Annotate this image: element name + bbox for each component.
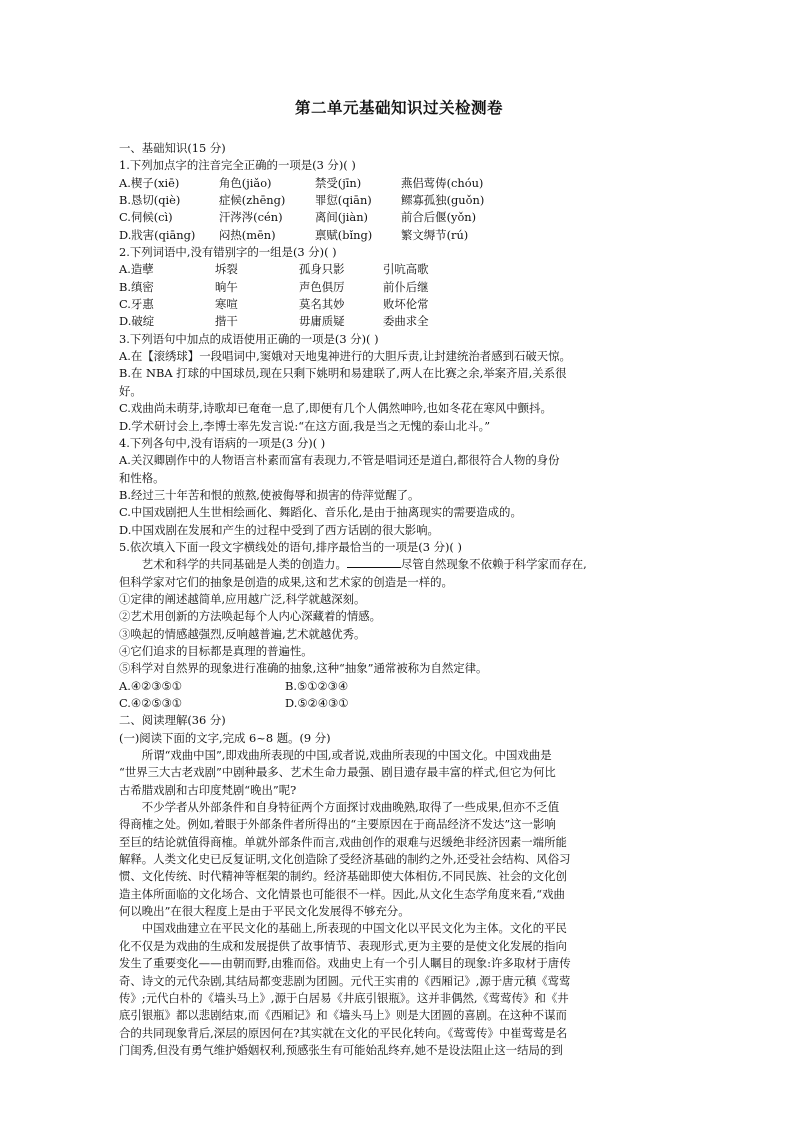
question-3-option-c: C.戏曲尚未萌芽,诗歌却已奄奄一息了,即便有几个人偶然呻吟,也如冬花在寒风中颤抖。 (119, 401, 552, 416)
question-1-option-d: D.戕害(qiāng) 闷热(mēn) 禀赋(bǐng) 繁文缛节(rú) (119, 227, 469, 242)
question-3-option-d: D.学术研讨会上,李博士率先发言说:“在这方面,我是当之无愧的泰山北斗。” (119, 418, 491, 433)
answer-blank (347, 556, 401, 568)
question-1-option-b: B.恳切(qiè) 症候(zhēng) 罪愆(qiān) 鳏寡孤独(guǒn) (119, 193, 485, 208)
question-2-stem: 2.下列词语中,没有错别字的一组是(3 分)( ) (119, 245, 337, 260)
question-4-stem: 4.下列各句中,没有语病的一项是(3 分)( ) (119, 435, 326, 450)
reading-paragraph-1: 所谓“戏曲中国”,即戏曲所表现的中国,或者说,戏曲所表现的中国文化。中国戏曲是 “世界三大古老戏剧”中剧种最多、艺术生命力最强、剧目遗存最丰富的样式,但它为何比 古希腊戏剧和古印度梵剧“晚出”呢? (119, 748, 556, 797)
question-2-option-d: D.破绽 揩干 毋庸质疑 委曲求全 (119, 314, 429, 329)
question-5-options-ab (119, 678, 679, 695)
section-heading-basics: 一、基础知识(15 分) (119, 141, 226, 155)
question-2-option-c: C.牙惠 寒喧 莫名其妙 败坏伦常 (119, 297, 429, 312)
question-5-option-d: D.⑤②④③① (285, 696, 349, 710)
question-1-stem: 1.下列加点字的注音完全正确的一项是(3 分)( ) (119, 158, 356, 173)
question-5-option-c: C.④②⑤③① (119, 696, 182, 710)
question-5-item-1: ①定律的阐述越简单,应用越广泛,科学就越深刻。 (119, 591, 366, 606)
document-page (119, 96, 679, 1059)
section-heading-reading: 二、阅读理解(36 分) (119, 713, 226, 728)
question-5-option-a: A.④②③⑤① (119, 678, 182, 693)
reading-paragraph-3: 中国戏曲建立在平民文化的基础上,所表现的中国文化以平民文化为主体。文化的平民 化不仅是为戏曲的生成和发展提供了故事情节、表现形式,更为主要的是使文化发展的指向 发生了重要变化——由朝而野,由雅而俗。戏曲史上有一个引人瞩目的现象:许多取材于唐传 奇、诗文的元代杂剧,其结局都变悲剧为团圆。元代王实甫的《西厢记》,源于唐元稹《莺莺 传》;元代白朴的《墙头马上》,源于白居易《井底引银瓶》。这并非偶然,《莺莺传》和《井 底引银瓶》都以悲剧结束,而《西厢记》和《墙头马上》则是大团圆的喜剧。在这种不谋而 合的共同现象背后,深层的原因何在?其实就在文化的平民化转向。《莺莺传》中崔莺莺是名 门闺秀,但没有勇气维护婚姻权利,预感张生有可能始乱终弃,她不是设法阻止这一结局的到 (119, 921, 571, 1057)
question-2-option-b: B.缜密 晌午 声色俱厉 前仆后继 (119, 279, 429, 294)
question-3-option-b: B.在 NBA 打球的中国球员,现在只剩下姚明和易建联了,两人在比赛之余,举案齐眉,关系很 (119, 366, 567, 381)
question-2-option-a: A.造孽 坼裂 孤身只影 引吭高歌 (119, 262, 429, 277)
question-1-option-c: C.伺候(cì) 汗涔涔(cén) 离间(jiàn) 前合后偃(yǒn) (119, 210, 477, 225)
question-5-option-b: B.⑤①②③④ (285, 678, 349, 693)
question-4-option-c: C.中国戏剧把人生世相绘画化、舞蹈化、音乐化,是由于抽离现实的需要造成的。 (119, 505, 522, 520)
question-3-stem: 3.下列语句中加点的成语使用正确的一项是(3 分)( ) (119, 331, 379, 346)
question-3-option-a: A.在【滚绣球】一段唱词中,窦娥对天地鬼神进行的大胆斥责,让封建统治者感到石破天惊。 (119, 349, 571, 364)
question-5-stem: 5.依次填入下面一段文字横线处的语句,排序最恰当的一项是(3 分)( ) (119, 539, 462, 554)
page-title: 第二单元基础知识过关检测卷 (294, 98, 503, 117)
question-4-option-d: D.中国戏剧在发展和产生的过程中受到了西方话剧的很大影响。 (119, 522, 439, 537)
question-5-item-3: ③唤起的情感越强烈,反响越普遍,艺术就越优秀。 (119, 626, 366, 641)
question-5-item-5: ⑤科学对自然界的现象进行准确的抽象,这种“抽象”通常被称为自然定律。 (119, 661, 488, 676)
question-5-passage-line-1: 艺术和科学的共同基础是人类的创造力。 尽管自然现象不依赖于科学家而存在, (141, 557, 587, 572)
question-5-item-4: ④它们追求的目标都是真理的普遍性。 (119, 643, 313, 658)
question-4-option-a-cont: 和性格。 (119, 470, 165, 485)
question-3-option-b-cont: 好。 (119, 383, 142, 398)
question-5-item-2: ②艺术用创新的方法唤起每个人内心深藏着的情感。 (119, 609, 381, 624)
reading-paragraph-2: 不少学者从外部条件和自身特征两个方面探讨戏曲晚熟,取得了一些成果,但亦不乏值 得商榷之处。例如,着眼于外部条件者所得出的“主要原因在于商品经济不发达”这一影响 至巨的结论就值得商榷。单就外部条件而言,戏曲创作的艰难与迟缓绝非经济因素一端所能 解释。人类文化史已反复证明,文化创造除了受经济基础的制约之外,还受社会结构、风俗习 惯、文化传统、时代精神等框架的制约。经济基础即使大体相仿,不同民族、社会的文化创 造主体所面临的文化场合、文化情景也可能很不一样。因此,从文化生态学角度来看,“戏曲 何以晚出”在很大程度上是由于平民文化发展得不够充分。 (119, 800, 571, 919)
question-5-passage-line-2: 但科学家对它们的抽象是创造的成果,这和艺术家的创造是一样的。 (119, 574, 453, 589)
question-1-option-a: A.楔子(xiē) 角色(jiǎo) 禁受(jīn) 燕侣莺俦(chóu) (119, 175, 484, 190)
question-4-option-b: B.经过三十年苦和恨的煎熬,使被侮辱和损害的侍萍觉醒了。 (119, 487, 420, 502)
reading-part-1-instructions: (一)阅读下面的文字,完成 6~8 题。(9 分) (119, 730, 331, 745)
question-4-option-a: A.关汉卿剧作中的人物语言朴素而富有表现力,不管是唱词还是道白,都很符合人物的身份 (119, 453, 560, 468)
question-5-options-cd (119, 695, 679, 712)
